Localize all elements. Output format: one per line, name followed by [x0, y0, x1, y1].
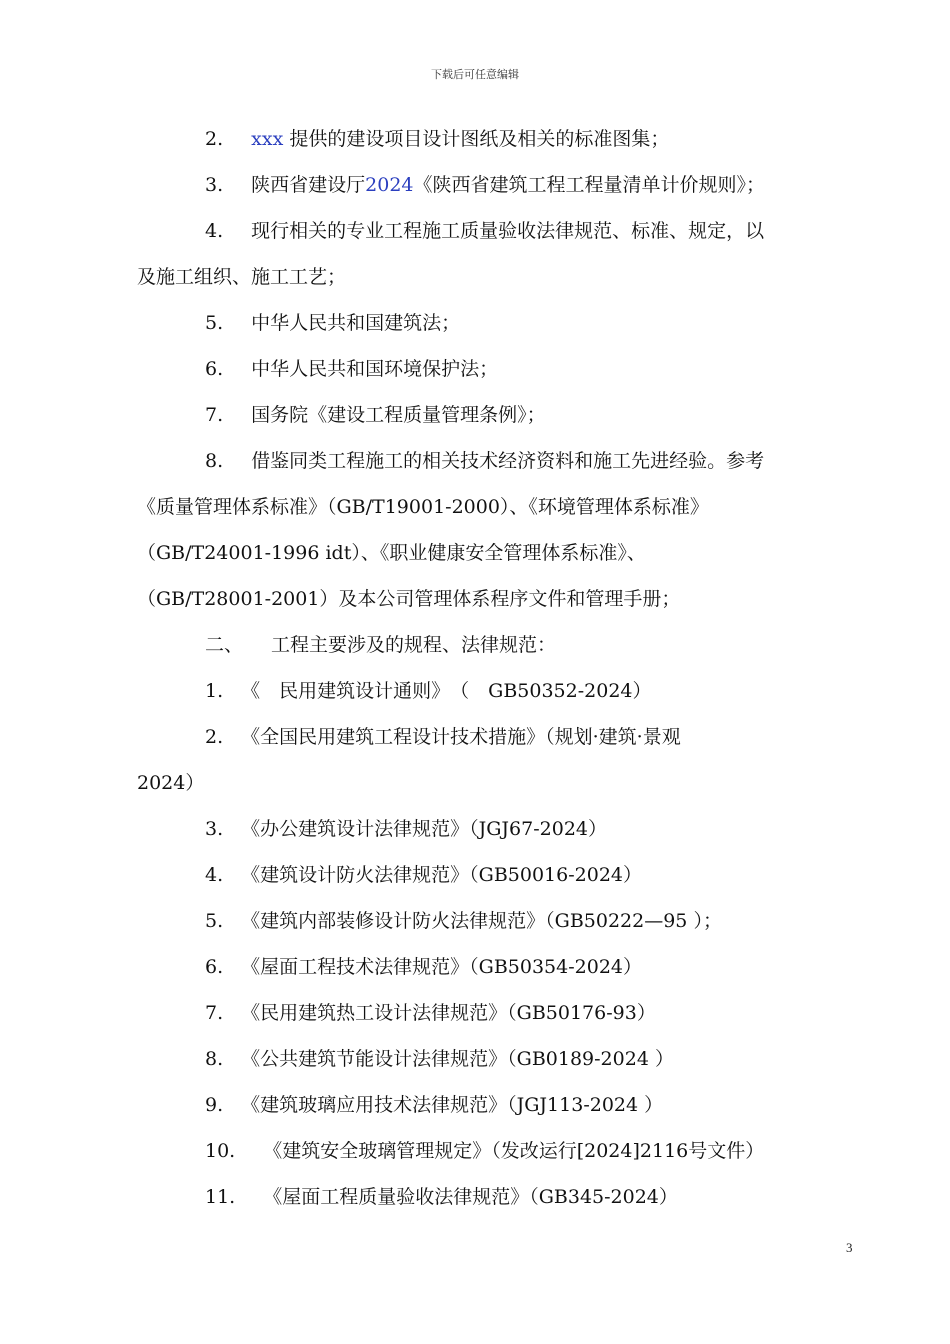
section-number: 二、: [205, 634, 244, 656]
year-text: 2024: [365, 174, 414, 196]
item-text: 中华人民共和国建筑法；: [251, 312, 461, 334]
item-number: 7.: [205, 1002, 224, 1024]
item-text-pre: 陕西省建设厅: [251, 174, 366, 196]
item-text: 《建筑设计防火法律规范》（GB50016-2024）: [241, 864, 642, 886]
item-text: 现行相关的专业工程施工质量验收法律规范、标准、规定，以: [251, 220, 765, 242]
section-title: 工程主要涉及的规程、法律规范：: [271, 634, 557, 656]
item-text: 《公共建筑节能设计法律规范》（GB0189-2024 ）: [241, 1048, 674, 1070]
list-item: [205, 1093, 865, 1117]
list-item: [205, 1139, 865, 1163]
item-text: 中华人民共和国环境保护法；: [251, 358, 499, 380]
item-number: 11.: [205, 1186, 236, 1208]
item-number: 5.: [205, 910, 224, 932]
page-header: 下载后可任意编辑: [431, 68, 519, 81]
list-item: [205, 219, 865, 243]
list-item-continuation: （GB/T24001-1996 idt）、《职业健康安全管理体系标准》、: [137, 542, 646, 564]
item-text: 《屋面工程技术法律规范》（GB50354-2024）: [241, 956, 642, 978]
list-item-continuation: 及施工组织、施工工艺；: [137, 266, 347, 288]
item-number: 8.: [205, 450, 224, 472]
item-text: 《全国民用建筑工程设计技术措施》（规划·建筑·景观: [241, 726, 681, 748]
item-number: 10.: [205, 1140, 236, 1162]
item-text: 《 民用建筑设计通则》 （ GB50352-2024）: [241, 680, 652, 702]
list-item-continuation: 《质量管理体系标准》（GB/T19001-2000）、《环境管理体系标准》: [137, 496, 709, 518]
list-item: [205, 357, 865, 381]
item-number: 3.: [205, 818, 224, 840]
item-number: 6.: [205, 956, 224, 978]
item-text: 《建筑玻璃应用技术法律规范》（JGJ113-2024 ）: [241, 1094, 664, 1116]
item-number: 4.: [205, 220, 224, 242]
item-text: 《陕西省建筑工程工程量清单计价规则》；: [413, 174, 766, 196]
list-item: [205, 449, 865, 473]
list-item: [205, 1185, 865, 1209]
list-item: [205, 679, 865, 703]
page-number: 3: [846, 1240, 853, 1255]
list-item-continuation: 2024）: [137, 772, 205, 794]
list-item-continuation: （GB/T28001-2001）及本公司管理体系程序文件和管理手册；: [137, 588, 681, 610]
item-text: 《民用建筑热工设计法律规范》（GB50176-93）: [241, 1002, 656, 1024]
list-item: [205, 817, 865, 841]
item-text: 国务院《建设工程质量管理条例》；: [251, 404, 546, 426]
list-item: [205, 311, 865, 335]
item-number: 2.: [205, 726, 224, 748]
list-item: [205, 1047, 865, 1071]
item-number: 3.: [205, 174, 224, 196]
list-item: [205, 173, 865, 197]
item-number: 2.: [205, 128, 224, 150]
item-number: 4.: [205, 864, 224, 886]
section-heading: [205, 633, 865, 657]
list-item: [205, 863, 865, 887]
item-text: 提供的建设项目设计图纸及相关的标准图集；: [283, 128, 670, 150]
placeholder-text: xxx: [251, 128, 284, 150]
item-text: 借鉴同类工程施工的相关技术经济资料和施工先进经验。参考: [251, 450, 765, 472]
item-number: 5.: [205, 312, 224, 334]
item-text: 《屋面工程质量验收法律规范》（GB345-2024）: [263, 1186, 678, 1208]
item-text: 《办公建筑设计法律规范》（JGJ67-2024）: [241, 818, 608, 840]
list-item: [205, 725, 865, 749]
item-number: 1.: [205, 680, 224, 702]
list-item: [205, 955, 865, 979]
list-item: [205, 909, 865, 933]
item-number: 8.: [205, 1048, 224, 1070]
item-text: 《建筑内部装修设计防火法律规范》（GB50222—95 ）；: [241, 910, 722, 932]
item-number: 7.: [205, 404, 224, 426]
list-item: [205, 403, 865, 427]
item-number: 9.: [205, 1094, 224, 1116]
list-item: [205, 1001, 865, 1025]
item-number: 6.: [205, 358, 224, 380]
list-item: [205, 127, 865, 151]
item-text: 《建筑安全玻璃管理规定》（发改运行[2024]2116号文件）: [263, 1140, 765, 1162]
